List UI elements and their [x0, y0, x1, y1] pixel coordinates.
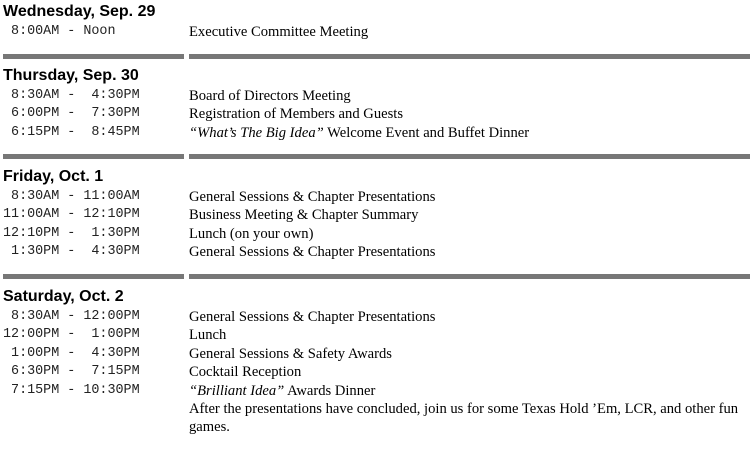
- event-title-italic: “What’s The Big Idea”: [189, 125, 324, 141]
- event-name: Cocktail Reception: [189, 364, 302, 380]
- time-range: 12:00PM - 1:00PM: [3, 327, 140, 342]
- event-name: General Sessions & Chapter Presentations: [189, 244, 436, 260]
- time-range: 11:00AM - 12:10PM: [3, 207, 140, 222]
- time-range: 12:10PM - 1:30PM: [3, 226, 140, 241]
- event-title-italic: “Brilliant Idea”: [189, 383, 285, 399]
- schedule-row: [0, 206, 751, 224]
- schedule-row: [0, 345, 751, 363]
- event-name: Lunch: [189, 327, 227, 343]
- event-name: [189, 124, 745, 142]
- schedule-row: [0, 308, 751, 326]
- schedule-row: [0, 188, 751, 206]
- time-range: 6:15PM - 8:45PM: [3, 125, 140, 140]
- day-title: Thursday, Sep. 30: [3, 67, 139, 84]
- schedule-row: [0, 87, 751, 105]
- time-range: 8:30AM - 4:30PM: [3, 88, 140, 103]
- schedule-row: [0, 326, 751, 344]
- section-divider: [0, 54, 751, 59]
- day-title: Friday, Oct. 1: [3, 168, 104, 185]
- schedule-note: After the presentations have concluded, join us for some Texas Hold ’Em, LCR, and other fun games.: [189, 401, 739, 435]
- event-name: Registration of Members and Guests: [189, 106, 404, 122]
- schedule-row: [0, 23, 751, 41]
- time-range: 8:00AM - Noon: [3, 24, 116, 39]
- event-name-rest: Awards Dinner: [284, 383, 376, 399]
- section-divider: [0, 154, 751, 159]
- schedule-row: [0, 243, 751, 261]
- time-range: 1:30PM - 4:30PM: [3, 244, 140, 259]
- event-name: General Sessions & Safety Awards: [189, 346, 392, 362]
- time-range: 8:30AM - 12:00PM: [3, 309, 140, 324]
- schedule-row: [0, 382, 751, 400]
- day-title: Wednesday, Sep. 29: [3, 3, 156, 20]
- event-name: Executive Committee Meeting: [189, 24, 369, 40]
- schedule-row: [0, 225, 751, 243]
- time-range: 6:00PM - 7:30PM: [3, 106, 140, 121]
- event-name-rest: Welcome Event and Buffet Dinner: [323, 125, 530, 141]
- event-name: Board of Directors Meeting: [189, 88, 351, 104]
- schedule-row: [0, 124, 751, 142]
- time-range: 6:30PM - 7:15PM: [3, 364, 140, 379]
- event-name: Business Meeting & Chapter Summary: [189, 207, 419, 223]
- time-range: 8:30AM - 11:00AM: [3, 189, 140, 204]
- time-range: 1:00PM - 4:30PM: [3, 346, 140, 361]
- section-divider: [0, 274, 751, 279]
- schedule-note-row: [0, 400, 751, 440]
- day-title: Saturday, Oct. 2: [3, 288, 124, 305]
- time-range: 7:15PM - 10:30PM: [3, 383, 140, 398]
- event-name: General Sessions & Chapter Presentations: [189, 309, 436, 325]
- schedule-row: [0, 363, 751, 381]
- schedule-row: [0, 105, 751, 123]
- event-name: [189, 382, 745, 400]
- event-name: Lunch (on your own): [189, 226, 314, 242]
- event-name: General Sessions & Chapter Presentations: [189, 189, 436, 205]
